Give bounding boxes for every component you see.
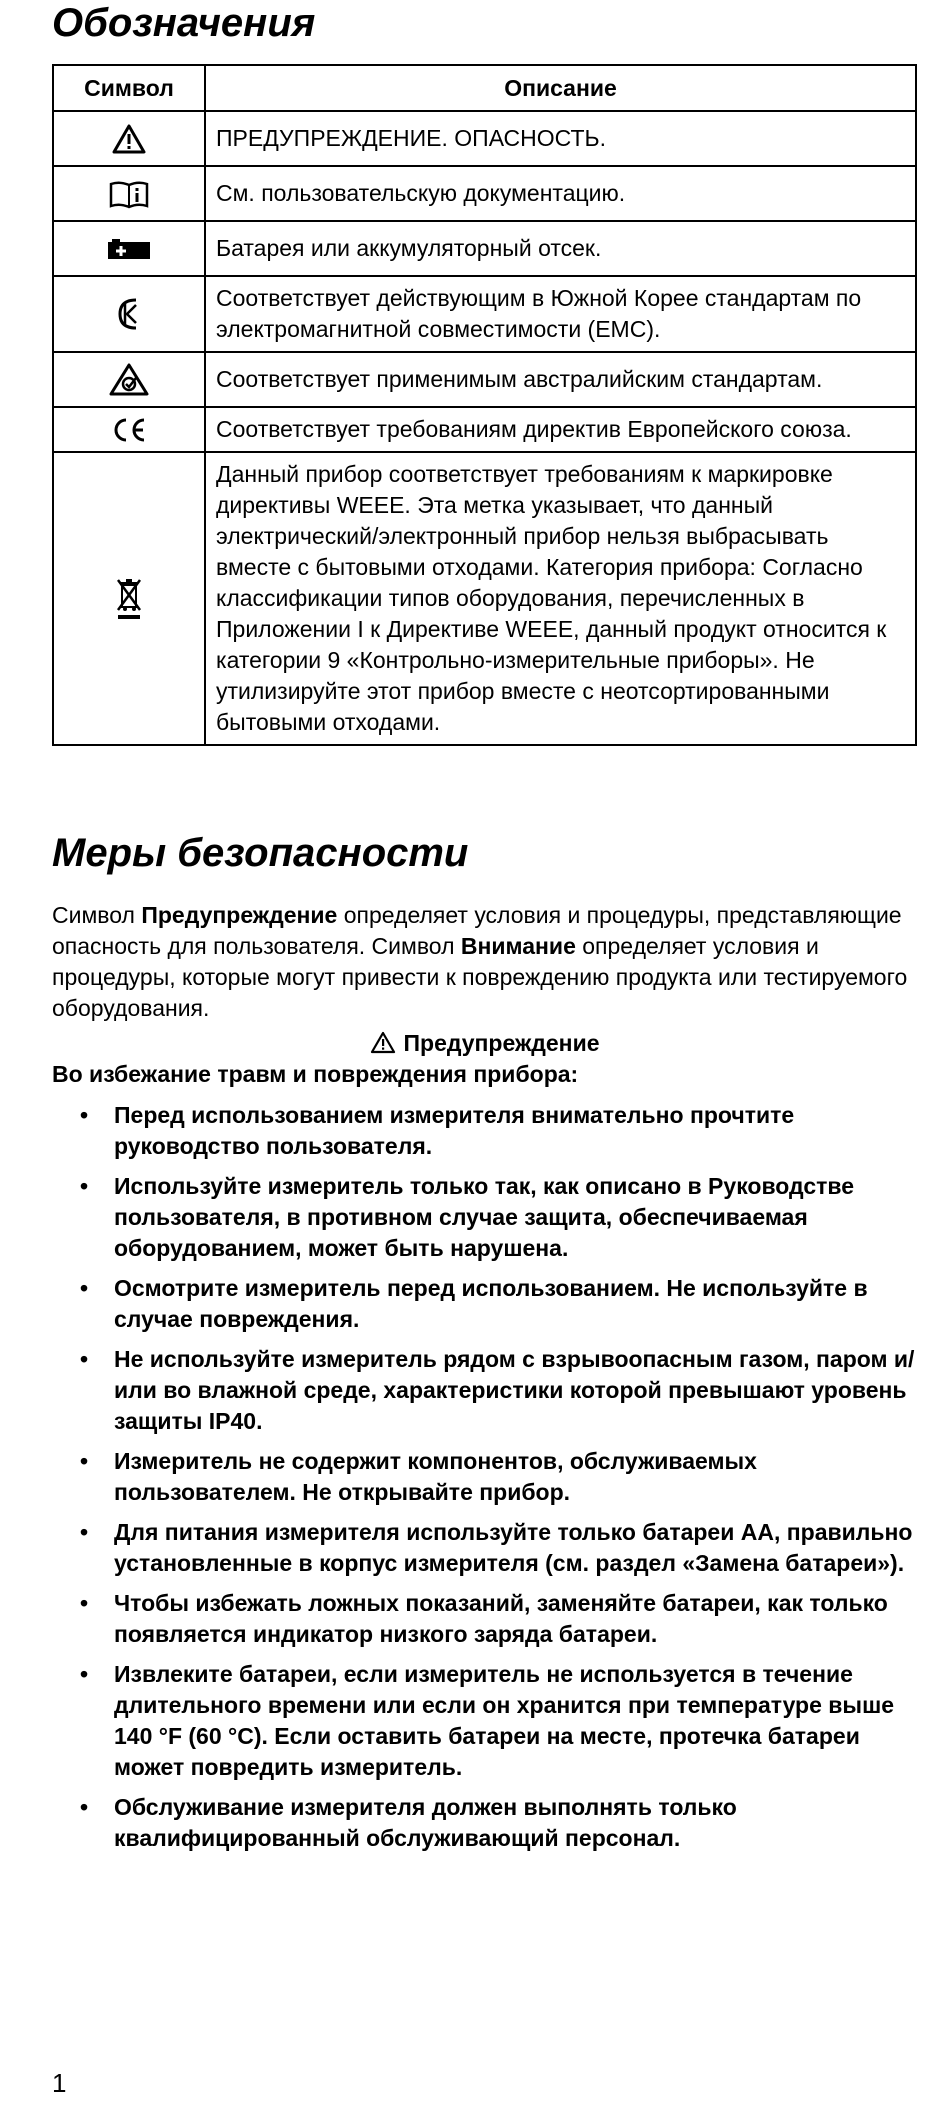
intro-bold-warning: Предупреждение (141, 902, 338, 928)
bullet: • (80, 1519, 89, 1545)
bullet: • (80, 1275, 89, 1301)
bullet: • (80, 1448, 89, 1474)
bullet: • (80, 1794, 89, 1820)
warning-title (52, 1028, 917, 1059)
symbol-cell (53, 452, 205, 745)
list-item (52, 1792, 932, 1854)
symbol-description: Соответствует применимым австралийским стандартам. (205, 352, 916, 407)
symbol-description: Данный прибор соответствует требованиям к маркировке директивы WEEE. Эта метка указывает, что данный электрический/электронный прибор нельзя выбрасывать вместе с бытовыми отходами. Категория прибора: Согласно классификации типов оборудования, перечисленных в Приложении I к Директиве WEEE, данный продукт относится к категории 9 «Контрольно-измерительные приборы». Не утилизируйте этот прибор вместе с неотсортированными бытовыми отходами. (205, 452, 916, 745)
bullet: • (80, 1346, 89, 1372)
table-row (53, 111, 916, 166)
symbol-description: Батарея или аккумуляторный отсек. (205, 221, 916, 276)
table-header-row (53, 65, 916, 111)
warning-title-text: Предупреждение (403, 1030, 600, 1056)
rcm-mark-icon (109, 363, 149, 397)
list-item-text: Используйте измеритель только так, как описано в Руководстве пользователя, в противном случае защита, обеспечиваемая оборудованием, может быть нарушена. (114, 1173, 855, 1261)
ce-mark-icon (110, 417, 148, 443)
bullet: • (80, 1590, 89, 1616)
table-row (53, 276, 916, 352)
list-item-text: Измеритель не содержит компонентов, обслуживаемых пользователем. Не открывайте прибор. (114, 1448, 757, 1505)
warning-triangle-icon (370, 1031, 396, 1054)
battery-icon (106, 237, 152, 261)
list-item (52, 1446, 932, 1508)
warning-triangle-icon (111, 123, 147, 155)
safety-rules-list (52, 1100, 932, 1863)
list-item (52, 1273, 932, 1335)
list-item (52, 1659, 932, 1783)
symbol-description: См. пользовательскую документацию. (205, 166, 916, 221)
intro-text-3: определяет условия и процедуры, которые могут привести к повреждению продукта или тестируемого оборудования. (52, 933, 908, 1021)
symbol-cell (53, 111, 205, 166)
intro-bold-caution: Внимание (460, 933, 576, 959)
manual-info-icon (108, 179, 150, 209)
column-header-symbol: Символ (53, 65, 205, 111)
intro-text-1: Символ (52, 902, 142, 928)
table-row (53, 407, 916, 452)
table-row (53, 166, 916, 221)
symbol-cell (53, 352, 205, 407)
warning-subtitle: Во избежание травм и повреждения прибора: (52, 1061, 579, 1087)
kc-mark-icon (114, 296, 144, 332)
weee-bin-icon (115, 577, 143, 621)
column-header-description: Описание (205, 65, 916, 111)
symbols-heading: Обозначения (52, 1, 316, 45)
list-item (52, 1344, 932, 1437)
list-item-text: Извлеките батареи, если измеритель не используется в течение длительного времени или если он хранится при температуре выше 140 °F (60 °C). Если оставить батареи на месте, протечка батареи может повредить измеритель. (114, 1661, 895, 1780)
symbol-cell (53, 221, 205, 276)
symbol-cell (53, 407, 205, 452)
list-item-text: Обслуживание измерителя должен выполнять только квалифицированный обслуживающий персонал. (114, 1794, 737, 1851)
table-row (53, 352, 916, 407)
bullet: • (80, 1173, 89, 1199)
list-item-text: Не используйте измеритель рядом с взрывоопасным газом, паром и/или во влажной среде, характеристики которой превышают уровень защиты IP40. (114, 1346, 915, 1434)
bullet: • (80, 1661, 89, 1687)
page-number: 1 (52, 2068, 67, 2098)
table-row (53, 221, 916, 276)
safety-intro-paragraph (52, 900, 917, 1024)
list-item (52, 1517, 932, 1579)
symbol-description: Соответствует требованиям директив Европейского союза. (205, 407, 916, 452)
list-item-text: Чтобы избежать ложных показаний, заменяйте батареи, как только появляется индикатор низкого заряда батареи. (114, 1590, 888, 1647)
list-item-text: Для питания измерителя используйте только батареи AA, правильно установленные в корпус измерителя (см. раздел «Замена батареи»). (114, 1519, 913, 1576)
symbol-description: ПРЕДУПРЕЖДЕНИЕ. ОПАСНОСТЬ. (205, 111, 916, 166)
symbol-cell (53, 166, 205, 221)
table-row (53, 452, 916, 745)
list-item (52, 1100, 932, 1162)
symbols-table (52, 64, 917, 746)
symbol-cell (53, 276, 205, 352)
list-item-text: Осмотрите измеритель перед использованием. Не используйте в случае повреждения. (114, 1275, 868, 1332)
list-item-text: Перед использованием измерителя внимательно прочтите руководство пользователя. (114, 1102, 795, 1159)
safety-heading: Меры безопасности (52, 831, 469, 875)
list-item (52, 1171, 932, 1264)
symbol-description: Соответствует действующим в Южной Корее стандартам по электромагнитной совместимости (EMC). (205, 276, 916, 352)
bullet: • (80, 1102, 89, 1128)
intro-text-2: определяет условия и процедуры, представляющие опасность для пользователя. Символ (52, 902, 902, 959)
list-item (52, 1588, 932, 1650)
